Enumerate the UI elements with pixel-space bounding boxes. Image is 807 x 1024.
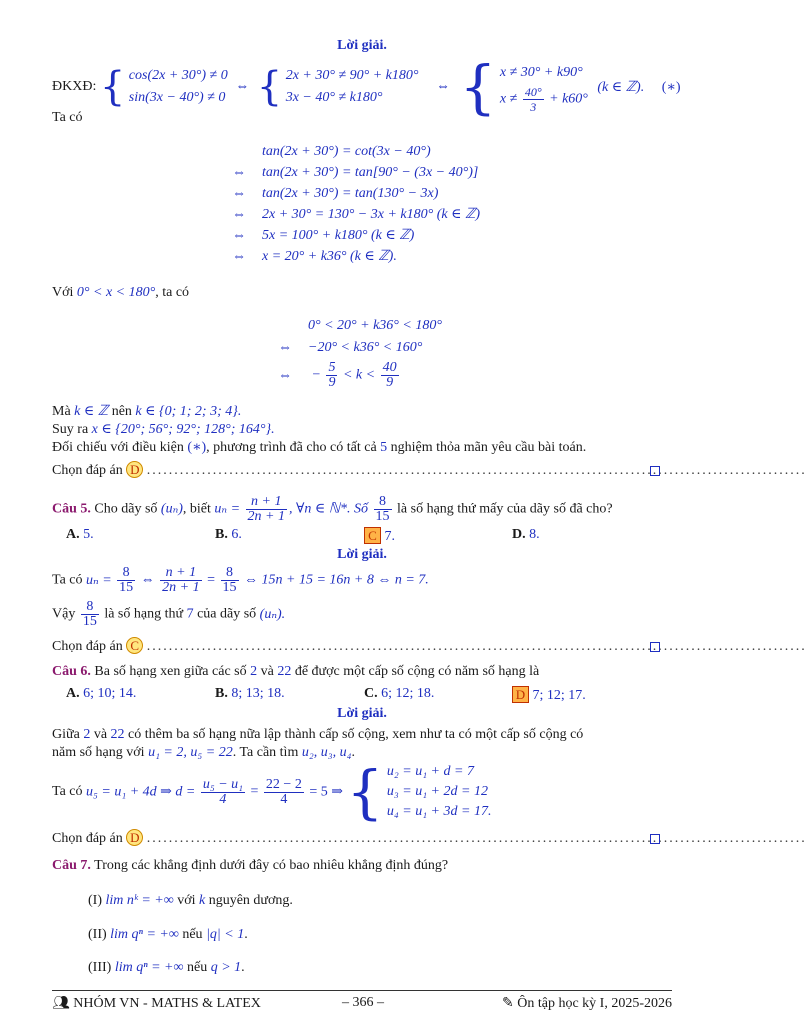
dkxd-star: (∗)	[661, 79, 681, 95]
dkxd-system-2: 2x + 30° ≠ 90° + k180° 3x − 40° ≠ k180°	[285, 68, 419, 105]
inequality-chain: 0° < 20° + k36° < 180° ⇔ −20° < k36° < 160° ⇔ − $\frac{5}{9}$ < k < $\frac{40}{9}$	[278, 318, 442, 390]
footer-group-name: 👥︎ NHÓM VN - MATHS & LATEX	[52, 996, 261, 1011]
eq-line: tan(2x + 30°) = cot(3x − 40°)	[262, 144, 431, 159]
ma-line: Mà k ∈ ℤ nên k ∈ {0; 1; 2; 3; 4}.	[52, 404, 242, 419]
eq-line: ⇔ 2x + 30° = 130° − 3x + k180° (k ∈ ℤ)	[232, 207, 481, 222]
q5-conclusion: Vậy $\frac{8}{15}$ là số hạng thứ 7 của dãy số (uₙ).	[52, 599, 286, 629]
q7-statement-3: (III) lim qⁿ = +∞ nếu q > 1.	[88, 960, 245, 975]
q5-option-c[interactable]: C 7.	[364, 527, 395, 545]
qed-box	[650, 466, 660, 476]
doi-chieu-line: Đối chiếu với điều kiện (∗), phương trình đã cho có tất cả 5 nghiệm thỏa mãn yêu cầu bài toán.	[52, 440, 587, 455]
page-footer	[52, 990, 672, 1011]
edit-icon: ✎	[502, 996, 514, 1011]
dkxd-line: ĐKXĐ: { cos(2x + 30°) ≠ 0 sin(3x − 40°) ≠ 0 ⇔ { 2x + 30° ≠ 90° + k180° 3x − 40° ≠ k180° ⇔ { x ≠ 30° + k90° x ≠ $\frac{40^\circ}{3}$ + k60° (k ∈ ℤ). (∗)	[52, 53, 681, 121]
q6-solution-line-3: Ta có u₅ = u₁ + 4d ⇒ d = $\frac{\text{u₅ − u₁}}{4}$ = $\frac{22 - 2}{4}$ = 5 ⇒ { u₂ = u₁ + d = 7 u₃ = u₁ + 2d = 12 u₄ = u₁ + 3d = 17.	[52, 758, 492, 826]
answer-marker: C	[126, 637, 143, 654]
with-condition-line: Với 0° < x < 180°, ta có	[52, 285, 190, 300]
q7-statement-1: (I) lim nᵏ = +∞ với k nguyên dương.	[88, 893, 293, 908]
solution-heading-q5: Lời giải.	[337, 547, 387, 562]
eq-line: ⇔ x = 20° + k36° (k ∈ ℤ).	[232, 249, 397, 264]
choose-answer-q4: Chọn đáp án D ........................................................................................................................	[52, 462, 807, 478]
correct-answer-marker: C	[364, 527, 381, 544]
suy-ra-line: Suy ra x ∈ {20°; 56°; 92°; 128°; 164°}.	[52, 422, 275, 437]
dkxd-condition: (k ∈ ℤ).	[597, 79, 645, 95]
choose-answer-q6: Chọn đáp án D ........................................................................................................................	[52, 830, 807, 846]
q6-option-d[interactable]: D 7; 12; 17.	[512, 686, 586, 704]
solution-heading-q6: Lời giải.	[337, 706, 387, 721]
dkxd-system-1: cos(2x + 30°) ≠ 0 sin(3x − 40°) ≠ 0	[128, 68, 228, 105]
q6-option-c[interactable]: C. 6; 12; 18.	[364, 686, 435, 701]
q6-system: u₂ = u₁ + d = 7 u₃ = u₁ + 2d = 12 u₄ = u₁ + 3d = 17.	[386, 764, 492, 819]
solution-heading-q4: Lời giải.	[337, 38, 387, 53]
answer-marker: D	[126, 461, 143, 478]
eq-line: ⇔ tan(2x + 30°) = tan(130° − 3x)	[232, 186, 439, 201]
q5-option-d[interactable]: D. 8.	[512, 527, 540, 542]
choose-answer-q5: Chọn đáp án C ........................................................................................................................	[52, 638, 807, 654]
eq-line: ⇔ tan(2x + 30°) = tan[90° − (3x − 40°)]	[232, 165, 479, 180]
q6-solution-line-1: Giữa 2 và 22 có thêm ba số hạng nữa lập thành cấp số cộng, xem như ta có một cấp số cộng có	[52, 727, 584, 742]
q6-solution-line-2: năm số hạng với u₁ = 2, u₅ = 22. Ta cần tìm u₂, u₃, u₄.	[52, 745, 355, 760]
answer-marker: D	[126, 829, 143, 846]
equation-chain	[232, 141, 480, 267]
question-7: Câu 7. Trong các khẳng định dưới đây có bao nhiêu khẳng định đúng?	[52, 858, 449, 873]
q6-option-a[interactable]: A. 6; 10; 14.	[66, 686, 137, 701]
dkxd-system-3: x ≠ 30° + k90° x ≠ $\frac{40^\circ}{3}$ + k60°	[499, 64, 588, 114]
q5-solution-line: Ta có uₙ = $\frac{8}{15}$ ⇔ $\frac{n + 1}{2n + 1}$ = $\frac{8}{15}$ ⇔ 15n + 15 = 16n + 8 ⇔ n = 7.	[52, 565, 429, 595]
page-number: – 366 –	[342, 995, 384, 1010]
eq-line: ⇔ 5x = 100° + k180° (k ∈ ℤ)	[232, 228, 415, 243]
qed-box	[650, 834, 660, 844]
users-icon: 👥︎	[52, 996, 70, 1011]
q5-option-a[interactable]: A. 5.	[66, 527, 94, 542]
footer-course: ✎ Ôn tập học kỳ I, 2025-2026	[502, 996, 672, 1011]
q6-option-b[interactable]: B. 8; 13; 18.	[215, 686, 285, 701]
q5-option-b[interactable]: B. 6.	[215, 527, 242, 542]
taco-label: Ta có	[52, 110, 83, 125]
correct-answer-marker: D	[512, 686, 529, 703]
dkxd-label: ĐKXĐ:	[52, 79, 97, 94]
q7-statement-2: (II) lim qⁿ = +∞ nếu |q| < 1.	[88, 927, 248, 942]
qed-box	[650, 642, 660, 652]
question-5: Câu 5. Cho dãy số (uₙ), biết uₙ = $\frac{n + 1}{2n + 1}$ , ∀n ∈ ℕ*. Số $\frac{8}{15}$ là số hạng thứ mấy của dãy số đã cho?	[52, 494, 613, 524]
question-6: Câu 6. Ba số hạng xen giữa các số 2 và 22 để được một cấp số cộng có năm số hạng là	[52, 664, 540, 679]
